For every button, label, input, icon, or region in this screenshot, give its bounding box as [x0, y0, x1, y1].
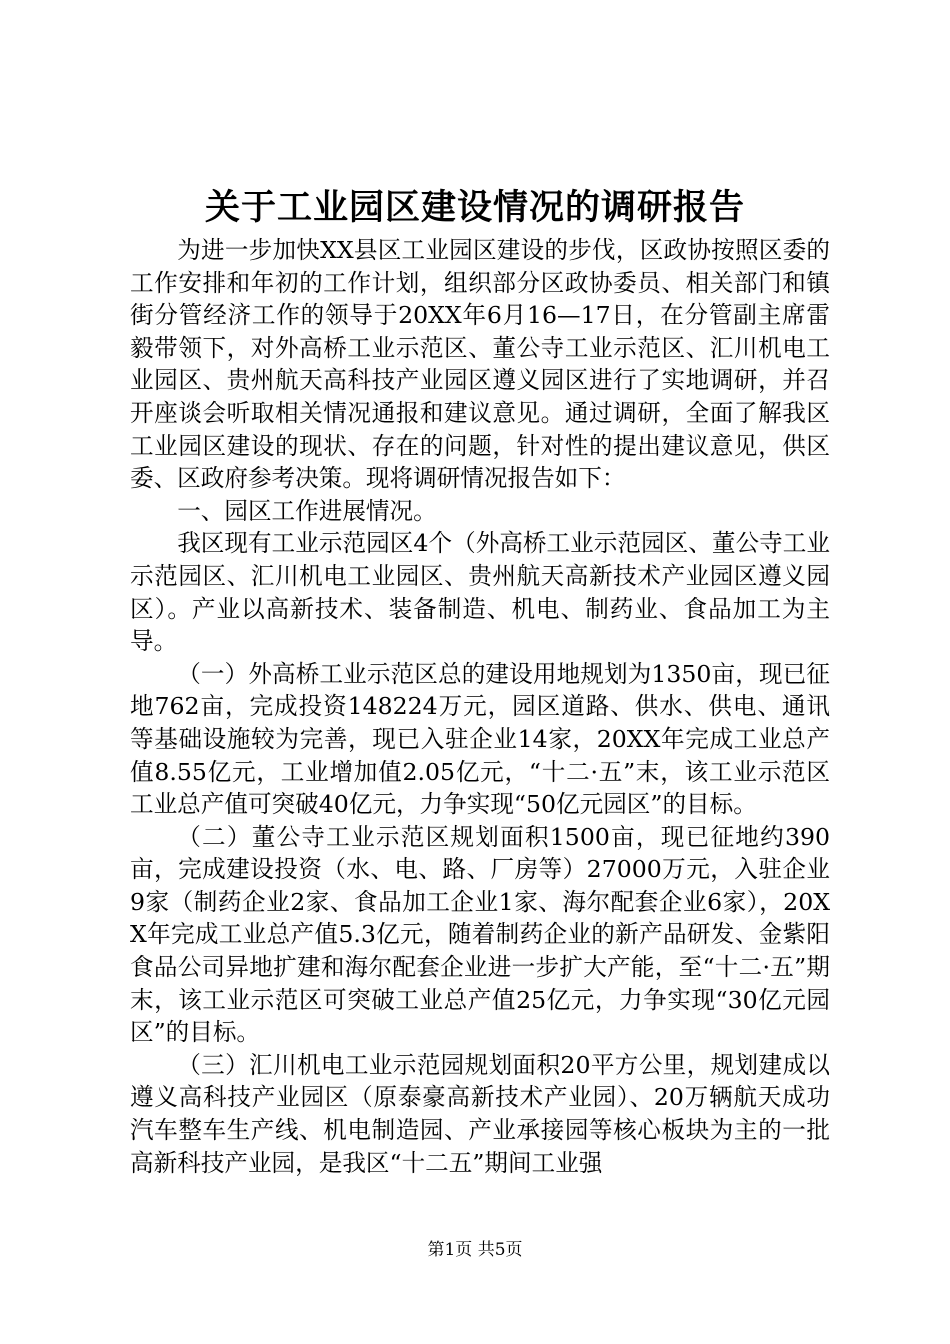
section-heading: 一、园区工作进展情况。 [177, 496, 437, 525]
page-title: 关于工业园区建设情况的调研报告 [204, 187, 745, 228]
page-footer: 第1页 共5页 [427, 1240, 523, 1260]
waigaoqiao-paragraph: （一）外高桥工业示范区总的建设用地规划为1350亩，现已征地762亩，完成投资148224万元，园区道路、供水、供电、通讯等基础设施较为完善，现已入驻企业14家，20XX年完成工业总产值8.55亿元，工业增加值2.05亿元，“十二·五”末，该工业示范区工业总产值可突破40亿元，力争实现“50亿元园区”的目标。 [130, 659, 830, 819]
document-body [130, 234, 830, 1179]
donggongsi-paragraph: （二）董公寺工业示范区规划面积1500亩，现已征地约390亩，完成建设投资（水、电、路、厂房等）27000万元，入驻企业9家（制药企业2家、食品加工企业1家、海尔配套企业6家），20XX年完成工业总产值5.3亿元，随着制药企业的新产品研发、金紫阳食品公司异地扩建和海尔配套企业进一步扩大产能，至“十二·五”期末，该工业示范区可突破工业总产值25亿元，力争实现“30亿元园区”的目标。 [130, 822, 830, 1047]
overview-paragraph: 我区现有工业示范园区4个（外高桥工业示范园区、董公寺工业示范园区、汇川机电工业园区、贵州航天高新技术产业园区遵义园区）。产业以高新技术、装备制造、机电、制药业、食品加工为主导。 [130, 529, 830, 656]
intro-paragraph: 为进一步加快XX县区工业园区建设的步伐，区政协按照区委的工作安排和年初的工作计划，组织部分区政协委员、相关部门和镇街分管经济工作的领导于20XX年6月16—17日，在分管副主席雷毅带领下，对外高桥工业示范区、董公寺工业示范区、汇川机电工业园区、贵州航天高科技产业园区遵义园区进行了实地调研，并召开座谈会听取相关情况通报和建议意见。通过调研，全面了解我区工业园区建设的现状、存在的问题，针对性的提出建议意见，供区委、区政府参考决策。现将调研情况报告如下： [130, 236, 830, 493]
huichuan-paragraph: （三）汇川机电工业示范园规划面积20平方公里，规划建成以遵义高科技产业园区（原泰豪高新技术产业园）、20万辆航天成功汽车整车生产线、机电制造园、产业承接园等核心板块为主的一批高新科技产业园，是我区“十二五”期间工业强 [130, 1050, 830, 1177]
